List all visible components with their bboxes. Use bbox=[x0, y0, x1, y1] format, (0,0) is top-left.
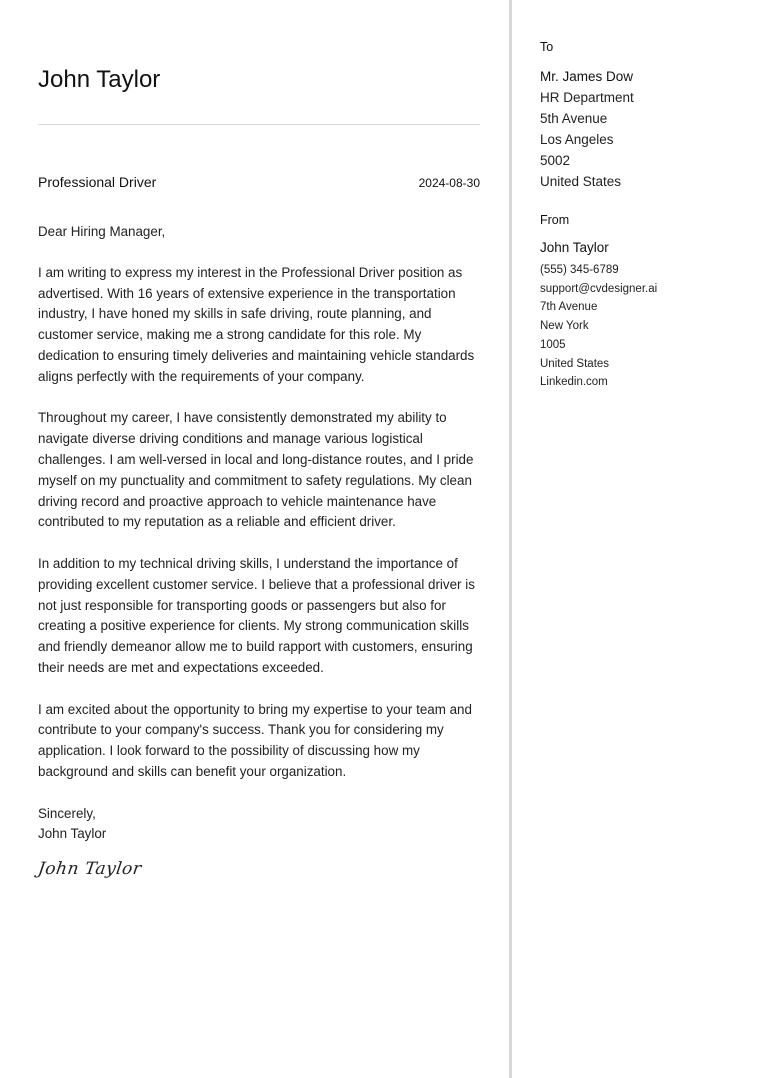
header-divider bbox=[38, 124, 480, 125]
recipient-zip: 5002 bbox=[540, 152, 571, 168]
column-divider bbox=[509, 0, 512, 1078]
sender-city: New York bbox=[540, 320, 589, 333]
sender-street: 7th Avenue bbox=[540, 301, 598, 314]
recipient-country: United States bbox=[540, 173, 622, 189]
sender-phone: (555) 345-6789 bbox=[540, 264, 619, 276]
sender-website: Linkedin.com bbox=[540, 376, 608, 389]
letter-paragraph-3: In addition to my technical driving skills, I understand the importance of providing excellent customer service. I believe that a professional driver is not just responsible for transporting goods or passengers but also for creating a positive experience for clients. My strong communication skills and friendly demeanor allow me to build rapport with customers, ensuring their needs are met and expectations exceeded. bbox=[38, 555, 475, 675]
sender-country: United States bbox=[540, 357, 610, 370]
recipient-street: 5th Avenue bbox=[540, 110, 608, 126]
salutation: Dear Hiring Manager, bbox=[38, 224, 166, 239]
job-title-row bbox=[38, 174, 480, 190]
applicant-name: John Taylor bbox=[38, 66, 161, 93]
sender-name: John Taylor bbox=[540, 240, 609, 255]
recipient-department: HR Department bbox=[540, 89, 634, 105]
sender-contact bbox=[540, 261, 657, 392]
letter-paragraph-1: I am writing to express my interest in the Professional Driver position as advertised. With 16 years of extensive experience in the transportation industry, I have honed my skills in safe driving, route planning, and customer service, making me a strong candidate for this role. My dedication to ensuring timely deliveries and maintaining vehicle standards aligns perfectly with the requirements of your company. bbox=[38, 264, 475, 384]
recipient-name: Mr. James Dow bbox=[540, 69, 634, 84]
recipient-city: Los Angeles bbox=[540, 131, 614, 147]
letter-paragraph-4: I am excited about the opportunity to bring my expertise to your team and contribute to your company's success. Thank you for considering my application. I look forward to the possibility of discussing how my background and skills can benefit your organization. bbox=[38, 701, 472, 779]
sender-zip: 1005 bbox=[540, 338, 566, 351]
job-title: Professional Driver bbox=[38, 174, 157, 190]
recipient-address bbox=[540, 67, 634, 192]
closing-name: John Taylor bbox=[38, 826, 107, 842]
sender-email: support@cvdesigner.ai bbox=[540, 282, 658, 295]
to-heading: To bbox=[540, 40, 554, 54]
from-heading: From bbox=[540, 213, 570, 227]
letter-date: 2024-08-30 bbox=[418, 176, 480, 190]
letter-body bbox=[38, 222, 480, 881]
closing: Sincerely, bbox=[38, 805, 96, 821]
letter-paragraph-2: Throughout my career, I have consistently demonstrated my ability to navigate diverse driving conditions and manage various logistical challenges. I am well-versed in local and long-distance routes, and I pride myself on my punctuality and commitment to safety regulations. My clean driving record and proactive approach to vehicle maintenance have contributed to my reputation as a reliable and efficient driver. bbox=[38, 410, 474, 530]
handwritten-signature: John Taylor bbox=[36, 859, 143, 880]
